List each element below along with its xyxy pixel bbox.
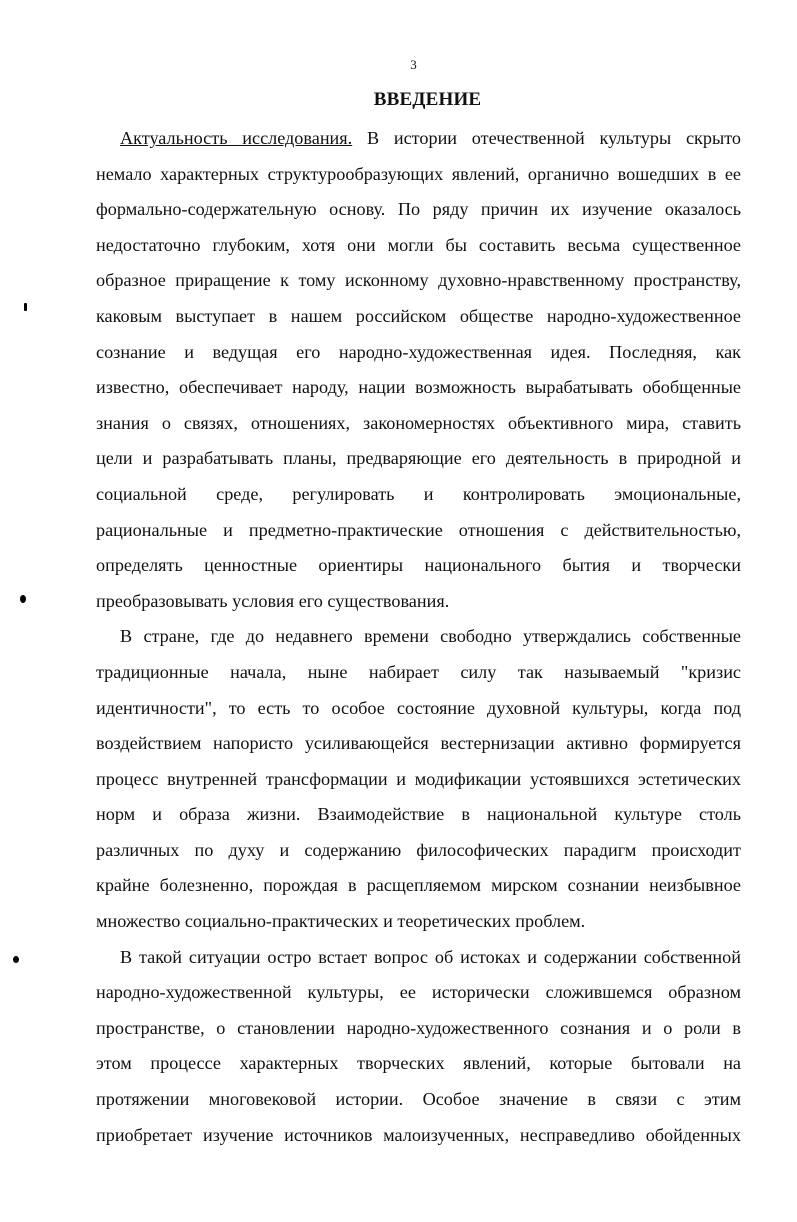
section-heading: ВВЕДЕНИЕ: [373, 89, 482, 110]
text-line: приобретает изучение источников малоизученных, несправедливо обойденных: [96, 1124, 741, 1145]
text-line: известно, обеспечивает народу, нации возможность вырабатывать обобщенные: [96, 377, 741, 398]
text-line: преобразовывать условия его существования.: [96, 590, 450, 611]
text-line: народно-художественной культуры, ее исторически сложившемся образном: [96, 982, 741, 1003]
text-run: В истории отечественной культуры скрыто: [352, 128, 741, 148]
text-line: рациональные и предметно-практические отношения с действительностью,: [96, 519, 741, 540]
paragraph-identity-crisis: [96, 619, 741, 939]
text-line: этом процессе характерных творческих явлений, которые бытовали на: [96, 1053, 741, 1074]
text-line: множество социально-практических и теоретических проблем.: [96, 911, 586, 932]
text-line: процесс внутренней трансформации и модификации устоявшихся эстетических: [96, 768, 741, 789]
relevance-subheading: Актуальность исследования.: [120, 128, 353, 148]
text-line: социальной среде, регулировать и контролировать эмоциональные,: [96, 483, 741, 504]
text-line: образное приращение к тому исконному духовно-нравственному пространству,: [96, 270, 741, 291]
paragraph-folk-culture: [96, 940, 741, 1154]
text-line: традиционные начала, ныне набирает силу так называемый "кризис: [96, 661, 741, 682]
text-line: различных по духу и содержанию философических парадигм происходит: [96, 839, 741, 860]
text-line: цели и разрабатывать планы, предваряющие его деятельность в природной и: [96, 448, 741, 469]
text-line: крайне болезненно, порождая в расщепляемом мирском сознании неизбывное: [96, 875, 741, 896]
text-line: формально-содержательную основу. По ряду причин их изучение оказалось: [96, 199, 741, 220]
text-line: норм и образа жизни. Взаимодействие в национальной культуре столь: [96, 804, 741, 825]
text-line: воздействием напористо усиливающейся вестернизации активно формируется: [96, 733, 741, 754]
scan-mark: [20, 595, 26, 603]
text-line: недостаточно глубоким, хотя они могли бы составить весьма существенное: [96, 234, 741, 255]
text-line: протяжении многовековой истории. Особое значение в связи с этим: [96, 1089, 741, 1110]
paragraph-relevance: [96, 121, 741, 619]
text-line: знания о связях, отношениях, закономерностях объективного мира, ставить: [96, 412, 741, 433]
text-line: немало характерных структурообразующих явлений, органично вошедших в ее: [96, 163, 741, 184]
text-line: пространстве, о становлении народно-художественного сознания и о роли в: [96, 1017, 741, 1038]
text-line: сознание и ведущая его народно-художественная идея. Последняя, как: [96, 341, 741, 362]
text-line: [96, 121, 741, 157]
text-line: определять ценностные ориентиры национального бытия и творчески: [96, 555, 741, 576]
scan-mark: [24, 303, 27, 311]
scan-mark: [13, 956, 19, 963]
text-line: идентичности", то есть то особое состояние духовной культуры, когда под: [96, 697, 741, 718]
document-body: [96, 121, 741, 1153]
text-line: В такой ситуации остро встает вопрос об истоках и содержании собственной: [120, 946, 741, 967]
text-line: В стране, где до недавнего времени свободно утверждались собственные: [120, 626, 741, 647]
text-line: каковым выступает в нашем российском обществе народно-художественное: [96, 305, 741, 326]
page-number: 3: [410, 57, 417, 72]
